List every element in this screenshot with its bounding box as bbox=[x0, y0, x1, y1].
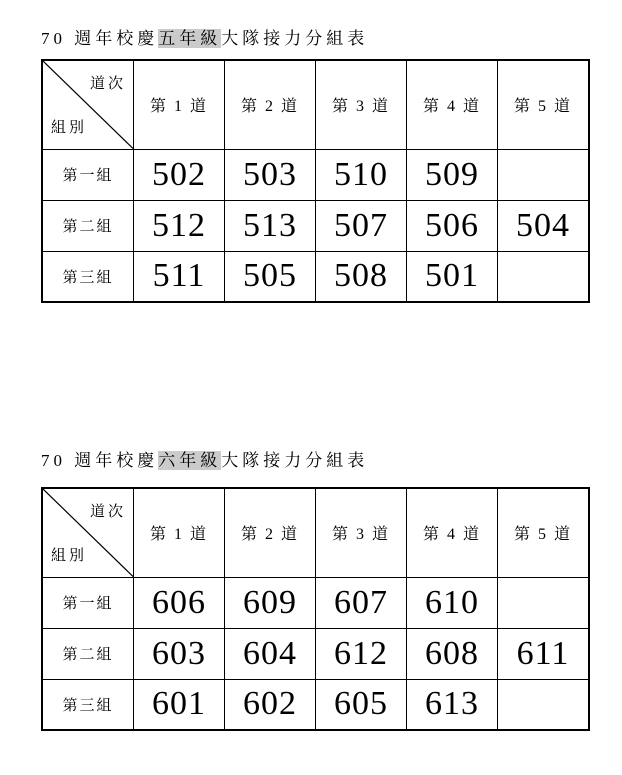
lane-header-1: 第 1 道 bbox=[134, 488, 225, 577]
lane-cell: 607 bbox=[316, 577, 407, 628]
lane-cell: 506 bbox=[407, 200, 498, 251]
corner-label-group: 組別 bbox=[51, 547, 88, 564]
lane-cell: 501 bbox=[407, 251, 498, 302]
grade6-title bbox=[41, 451, 368, 471]
corner-label-group: 組別 bbox=[51, 119, 88, 136]
group-label-cell: 第一組 bbox=[42, 577, 134, 628]
corner-label-lane: 道次 bbox=[89, 76, 126, 92]
lane-header-3: 第 3 道 bbox=[316, 60, 407, 149]
lane-cell: 604 bbox=[225, 628, 316, 679]
table-row bbox=[42, 577, 589, 628]
lane-cell: 512 bbox=[134, 200, 225, 251]
lane-cell bbox=[498, 577, 590, 628]
table-row bbox=[42, 200, 589, 251]
table-row bbox=[42, 628, 589, 679]
table-row bbox=[42, 149, 589, 200]
lane-cell: 608 bbox=[407, 628, 498, 679]
lane-cell: 511 bbox=[134, 251, 225, 302]
grade5-title-highlight: 五年級 bbox=[158, 29, 222, 48]
grade6-title-suffix: 大隊接力分組表 bbox=[221, 451, 369, 470]
grade5-title-suffix: 大隊接力分組表 bbox=[221, 29, 369, 48]
lane-cell: 510 bbox=[316, 149, 407, 200]
lane-cell bbox=[498, 149, 590, 200]
lane-cell: 609 bbox=[225, 577, 316, 628]
lane-header-4: 第 4 道 bbox=[407, 60, 498, 149]
corner-label-lane: 道次 bbox=[89, 504, 126, 520]
grade6-header-row bbox=[42, 488, 589, 577]
lane-header-5: 第 5 道 bbox=[498, 60, 590, 149]
group-label-cell: 第二組 bbox=[42, 628, 134, 679]
table-row bbox=[42, 251, 589, 302]
lane-cell: 513 bbox=[225, 200, 316, 251]
lane-cell: 613 bbox=[407, 679, 498, 730]
lane-cell: 603 bbox=[134, 628, 225, 679]
lane-header-4: 第 4 道 bbox=[407, 488, 498, 577]
lane-header-2: 第 2 道 bbox=[225, 488, 316, 577]
lane-cell: 508 bbox=[316, 251, 407, 302]
lane-cell: 505 bbox=[225, 251, 316, 302]
lane-cell: 504 bbox=[498, 200, 590, 251]
lane-cell: 611 bbox=[498, 628, 590, 679]
lane-cell: 605 bbox=[316, 679, 407, 730]
lane-cell: 503 bbox=[225, 149, 316, 200]
lane-cell: 601 bbox=[134, 679, 225, 730]
group-label-cell: 第一組 bbox=[42, 149, 134, 200]
lane-cell: 610 bbox=[407, 577, 498, 628]
lane-cell bbox=[498, 251, 590, 302]
group-label-cell: 第三組 bbox=[42, 251, 134, 302]
lane-cell: 606 bbox=[134, 577, 225, 628]
table-row bbox=[42, 679, 589, 730]
group-label-cell: 第二組 bbox=[42, 200, 134, 251]
lane-cell: 612 bbox=[316, 628, 407, 679]
group-label-cell: 第三組 bbox=[42, 679, 134, 730]
lane-cell: 502 bbox=[134, 149, 225, 200]
grade5-title-prefix: 70 週年校慶 bbox=[41, 29, 159, 48]
grade5-header-row bbox=[42, 60, 589, 149]
lane-cell bbox=[498, 679, 590, 730]
lane-header-3: 第 3 道 bbox=[316, 488, 407, 577]
grade5-relay-table bbox=[41, 59, 590, 303]
lane-header-5: 第 5 道 bbox=[498, 488, 590, 577]
lane-cell: 602 bbox=[225, 679, 316, 730]
grade6-relay-table bbox=[41, 487, 590, 731]
grade6-title-prefix: 70 週年校慶 bbox=[41, 451, 159, 470]
grade6-title-highlight: 六年級 bbox=[158, 451, 222, 470]
grade5-title bbox=[41, 29, 368, 49]
lane-header-1: 第 1 道 bbox=[134, 60, 225, 149]
lane-cell: 509 bbox=[407, 149, 498, 200]
corner-cell bbox=[42, 488, 134, 577]
lane-header-2: 第 2 道 bbox=[225, 60, 316, 149]
lane-cell: 507 bbox=[316, 200, 407, 251]
corner-cell bbox=[42, 60, 134, 149]
